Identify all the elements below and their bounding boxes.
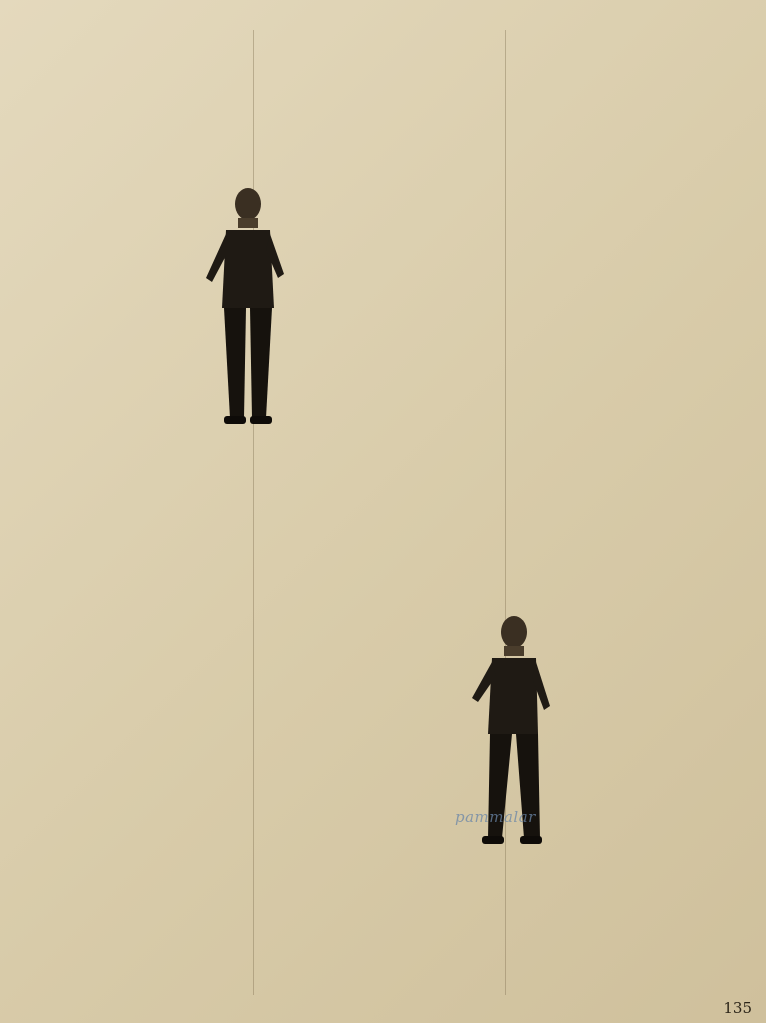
actor-photo-standing bbox=[200, 178, 296, 436]
column-divider bbox=[253, 30, 254, 995]
watermark: pammalar bbox=[455, 808, 536, 826]
page-number: 135 bbox=[723, 999, 752, 1017]
column-1 bbox=[8, 30, 248, 995]
